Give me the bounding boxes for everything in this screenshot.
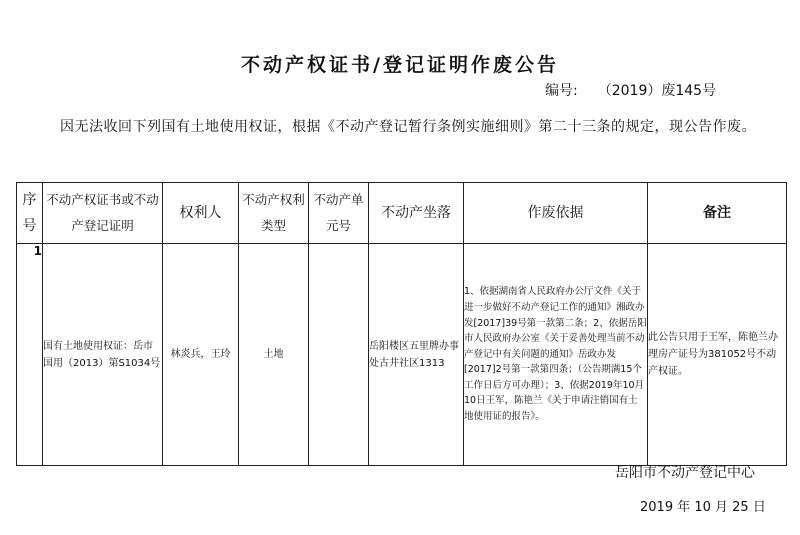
document-number bbox=[545, 80, 716, 100]
row-location: 岳阳楼区五里牌办事处古井社区1313 bbox=[369, 244, 464, 466]
row-unit-no bbox=[309, 244, 369, 466]
table-header-row bbox=[17, 183, 787, 244]
table-row bbox=[17, 244, 787, 466]
intro-paragraph: 因无法收回下列国有土地使用权证，根据《不动产登记暂行条例实施细则》第二十三条的规定，现公告作废。 bbox=[60, 119, 756, 135]
row-basis: 1、依据湖南省人民政府办公厅文件《关于进一步做好不动产登记工作的通知》湘政办发[2017]39号第一款第二条；2、依据岳阳市人民政府办公室《关于妥善处理当前不动产登记中有关问题的通知》岳政办发[2017]2号第一款第四条；（公告期满15个工作日后方可办理）；3、依据2019年10月10日王军，陈艳兰《关于申请注销国有土地使用证的报告》。 bbox=[464, 244, 648, 466]
header-no: 序号 bbox=[17, 183, 43, 244]
header-location: 不动产坐落 bbox=[369, 183, 464, 244]
header-unit-no: 不动产单元号 bbox=[309, 183, 369, 244]
document-number-value: （2019）废145号 bbox=[597, 83, 717, 99]
header-right-type: 不动产权利类型 bbox=[239, 183, 309, 244]
issue-date: 2019 年 10 月 25 日 bbox=[640, 500, 766, 515]
row-cert: 国有土地使用权证：岳市国用（2013）第S1034号 bbox=[43, 244, 163, 466]
issuing-organization: 岳阳市不动产登记中心 bbox=[615, 465, 755, 481]
row-right-type: 土地 bbox=[239, 244, 309, 466]
row-holder: 林炎兵，王玲 bbox=[163, 244, 239, 466]
header-basis: 作废依据 bbox=[464, 183, 648, 244]
row-remarks: 此公告只用于王军，陈艳兰办理房产证号为381052号不动产权证。 bbox=[648, 244, 787, 466]
row-no: 1 bbox=[17, 244, 43, 466]
header-holder: 权利人 bbox=[163, 183, 239, 244]
header-remarks: 备注 bbox=[648, 183, 787, 244]
document-number-label: 编号: bbox=[545, 83, 578, 99]
header-cert: 不动产权证书或不动产登记证明 bbox=[43, 183, 163, 244]
page-title: 不动产权证书/登记证明作废公告 bbox=[241, 54, 559, 76]
announcement-table bbox=[16, 182, 787, 466]
